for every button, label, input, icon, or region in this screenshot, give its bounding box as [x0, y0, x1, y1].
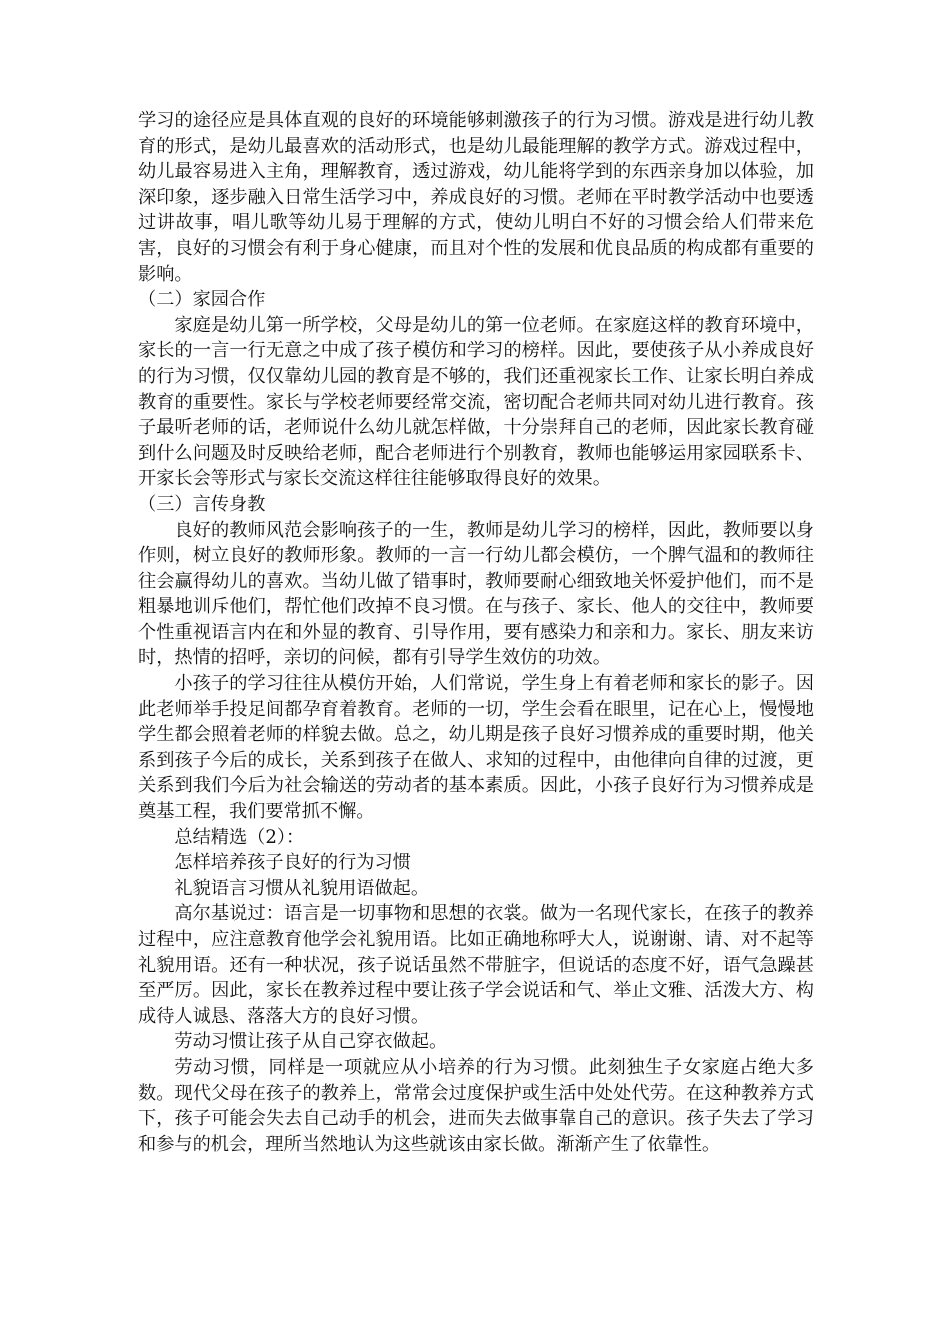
- paragraph-polite-language: 高尔基说过：语言是一切事物和思想的衣裳。做为一名现代家长，在孩子的教养过程中，应注意教育他学会礼貌用语。比如正确地称呼大人，说谢谢、请、对不起等礼貌用语。还有一种状况，孩子说话虽然不带脏字，但说话的态度不好，语气急躁甚至严厉。因此，家长在教养过程中要让孩子学会说话和气、举止文雅、活泼大方、构成待人诚恳、落落大方的良好习惯。: [138, 903, 814, 1027]
- topic-polite-language: 礼貌语言习惯从礼貌用语做起。: [174, 877, 430, 899]
- subheading-lead-by-example: （三）言传身教: [138, 493, 266, 515]
- subheading-home-school-cooperation: （二）家园合作: [138, 289, 266, 311]
- paragraph-labor-habits: 劳动习惯，同样是一项就应从小培养的行为习惯。此刻独生子女家庭占绝大多数。现代父母在孩子的教养上，常常会过度保护或生活中处处代劳。在这种教养方式下，孩子可能会失去自己动手的机会，进而失去做事靠自己的意识。孩子失去了学习和参与的机会，理所当然地认为这些就该由家长做。渐渐产生了依靠性。: [138, 1056, 814, 1155]
- paragraph-teacher-role-model: 良好的教师风范会影响孩子的一生，教师是幼儿学习的榜样，因此，教师要以身作则，树立良好的教师形象。教师的一言一行幼儿都会模仿，一个脾气温和的教师往往会赢得幼儿的喜欢。当幼儿做了错事时，教师要耐心细致地关怀爱护他们，而不是粗暴地训斥他们，帮忙他们改掉不良习惯。在与孩子、家长、他人的交往中，教师要个性重视语言内在和外显的教育、引导作用，要有感染力和亲和力。家长、朋友来访时，热情的招呼，亲切的问候，都有引导学生效仿的功效。: [138, 519, 814, 669]
- section-label-summary-2: 总结精选（2）：: [174, 826, 305, 848]
- paragraph-family-education: 家庭是幼儿第一所学校，父母是幼儿的第一位老师。在家庭这样的教育环境中，家长的一言一行无意之中成了孩子模仿和学习的榜样。因此，要使孩子从小养成良好的行为习惯，仅仅靠幼儿园的教育是不够的，我们还重视家长工作、让家长明白养成教育的重要性。家长与学校老师要经常交流，密切配合老师共同对幼儿进行教育。孩子最听老师的话，老师说什么幼儿就怎样做，十分崇拜自己的老师，因此家长教育碰到什么问题及时反映给老师，配合老师进行个别教育，教师也能够运用家园联系卡、开家长会等形式与家长交流这样往往能够取得良好的效果。: [138, 314, 814, 490]
- section-title-good-habits: 怎样培养孩子良好的行为习惯: [174, 852, 411, 874]
- paragraph-play-education: 学习的途径应是具体直观的良好的环境能够刺激孩子的行为习惯。游戏是进行幼儿教育的形式，是幼儿最喜欢的活动形式，也是幼儿最能理解的教学方式。游戏过程中，幼儿最容易进入主角，理解教育，透过游戏，幼儿能将学到的东西亲身加以体验，加深印象，逐步融入日常生活学习中，养成良好的习惯。老师在平时教学活动中也要透过讲故事，唱儿歌等幼儿易于理解的方式，使幼儿明白不好的习惯会给人们带来危害，良好的习惯会有利于身心健康，而且对个性的发展和优良品质的构成都有重要的影响。: [138, 110, 814, 285]
- paragraph-imitation-learning: 小孩子的学习往往从模仿开始，人们常说，学生身上有着老师和家长的影子。因此老师举手投足间都孕育着教育。老师的一切，学生会看在眼里，记在心上，慢慢地学生都会照着老师的样貌去做。总之，幼儿期是孩子良好习惯养成的重要时期，他关系到孩子今后的成长，关系到孩子在做人、求知的过程中，由他律向自律的过渡，更关系到我们今后为社会输送的劳动者的基本素质。因此，小孩子良好行为习惯养成是奠基工程，我们要常抓不懈。: [138, 673, 814, 823]
- document-page: [138, 108, 814, 1157]
- topic-labor-habits: 劳动习惯让孩子从自己穿衣做起。: [174, 1031, 448, 1053]
